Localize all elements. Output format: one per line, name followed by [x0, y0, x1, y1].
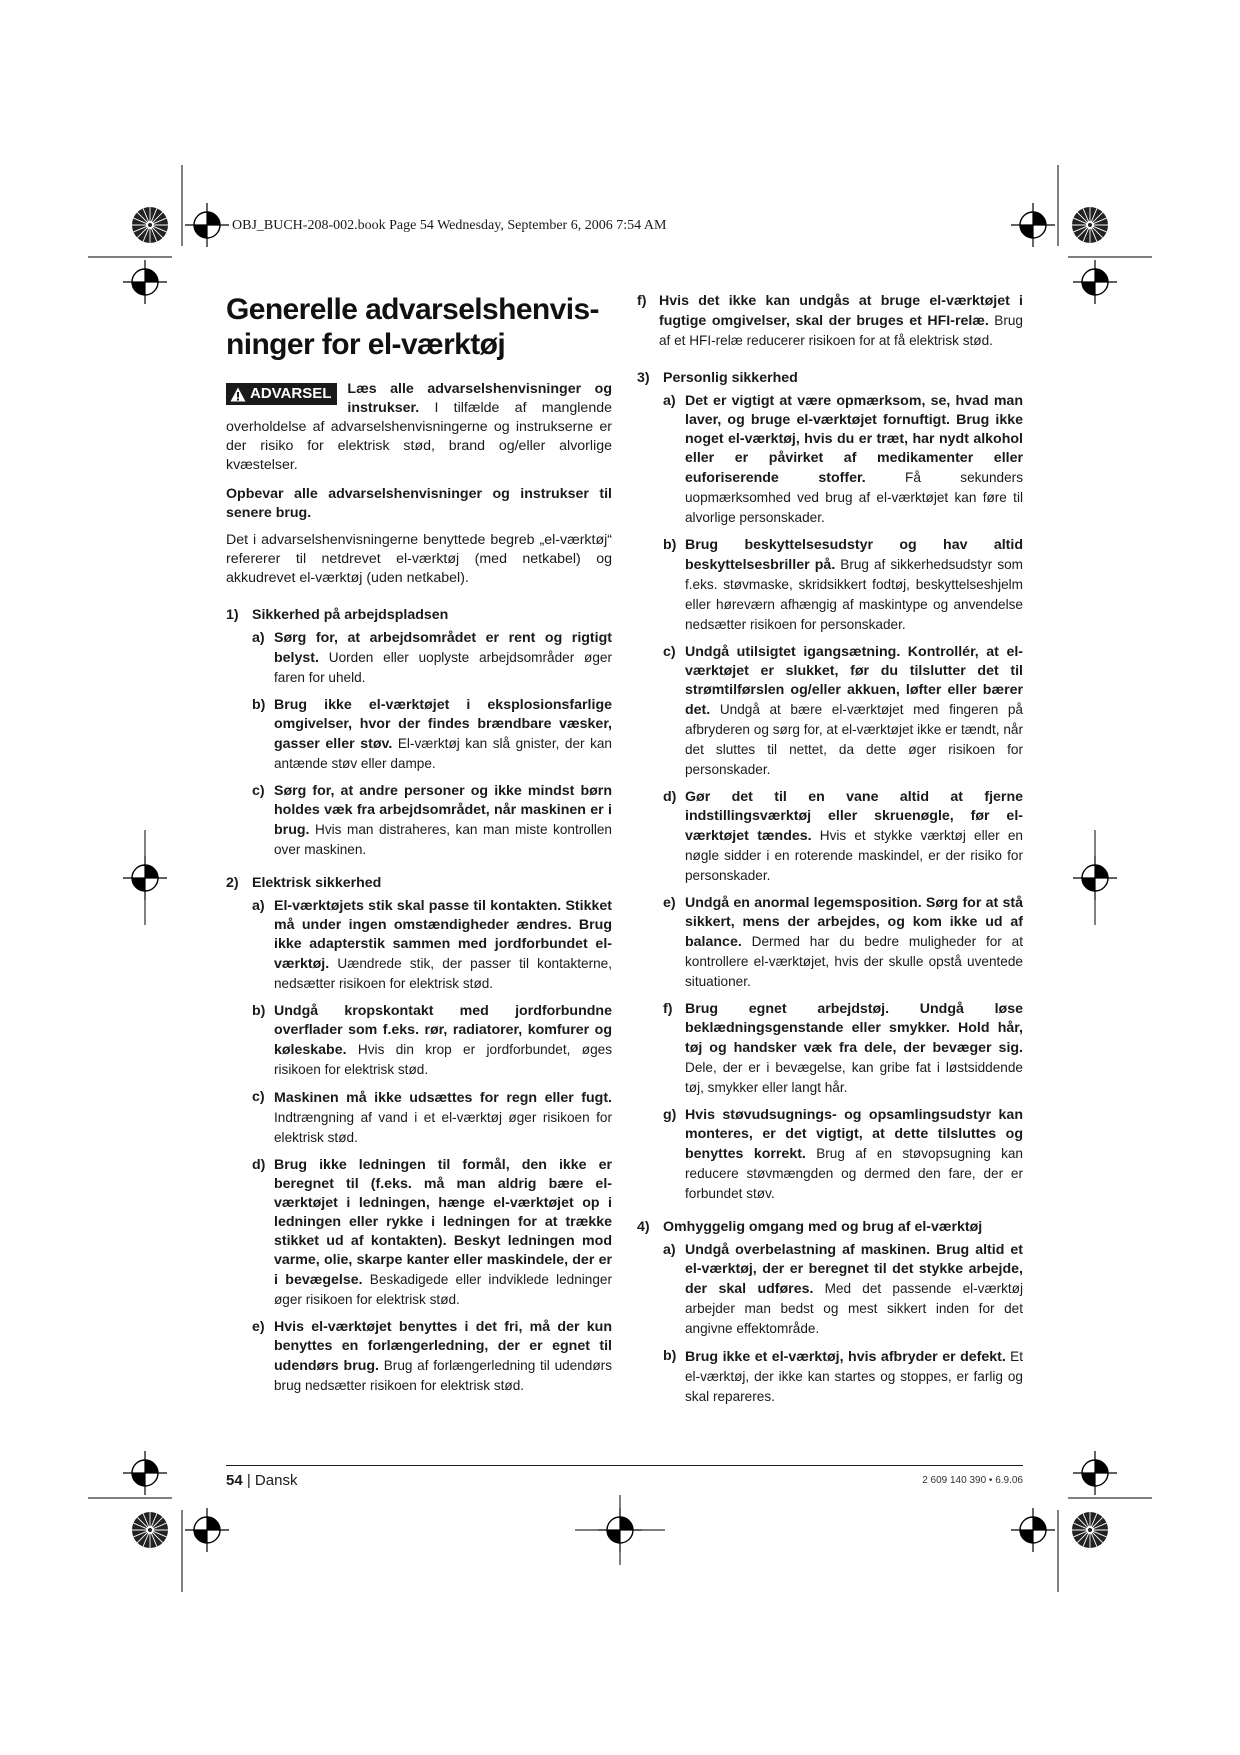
item-body: [685, 894, 1023, 992]
list-item: [663, 536, 1023, 635]
warning-badge-label: ADVARSEL: [250, 385, 332, 402]
list-item: [252, 1088, 612, 1148]
right-column: [637, 292, 1023, 1421]
item-body: [685, 536, 1023, 635]
item-rest: El-værktøj kan slå gnister, der kan antænde støv eller dampe.: [274, 736, 612, 771]
item-lead: Undgå kropskontakt med jordforbundne overflader som f.eks. rør, radiatorer, komfurer og køleskabe.: [274, 1003, 612, 1058]
item-body: [274, 1318, 612, 1396]
list-item: [252, 897, 612, 994]
item-letter: a): [252, 898, 265, 914]
item-body: [274, 1156, 612, 1310]
item-rest: Hvis man distraheres, kan man miste kontrollen over maskinen.: [274, 822, 612, 857]
item-body: [685, 1241, 1023, 1339]
item-lead: Hvis støvudsugnings- og opsamlingsudstyr kan monteres, er det vigtigt, at dette tilsluttes og benyttes korrekt.: [685, 1107, 1023, 1162]
item-letter: c): [252, 783, 265, 799]
item-body: [685, 1347, 1023, 1407]
definition-paragraph: Det i advarselshenvisningerne benyttede begreb „el-værktøj“ refererer til netdrevet el-værktøj (med netkabel) og akkudrevet el-værktøj (uden netkabel).: [226, 532, 612, 586]
item-lead: Gør det til en vane altid at fjerne indstillingsværktøj eller skruenøgle, før el-værktøjet tændes.: [685, 789, 1023, 844]
section: [226, 874, 612, 1396]
item-letter: g): [663, 1107, 677, 1123]
item-rest: Få sekunders uopmærksomhed ved brug af el-værktøjet kan føre til alvorlige personskader.: [685, 470, 1023, 525]
section: [226, 606, 612, 860]
item-body: [274, 629, 612, 688]
warning-block: [226, 380, 612, 475]
list-item: [663, 392, 1023, 528]
item-body: [274, 1088, 612, 1148]
item-body: [274, 696, 612, 774]
footer-language: Dansk: [254, 1472, 298, 1489]
footer-page-label: [226, 1472, 297, 1489]
item-lead: Sørg for, at andre personer og ikke mindst børn holdes væk fra arbejdsområdet, når maskinen er i brug.: [274, 783, 612, 838]
section-title: Omhyggelig omgang med og brug af el-værktøj: [663, 1219, 983, 1235]
item-body: [685, 392, 1023, 528]
footer-separator: |: [242, 1472, 255, 1489]
list-item: [663, 1347, 1023, 1407]
section-heading: [226, 606, 612, 625]
keep-instructions: Opbevar alle advarselshenvisninger og instrukser til senere brug.: [226, 486, 612, 521]
item-lead: Maskinen må ikke udsættes for regn eller fugt.: [274, 1090, 612, 1106]
item-letter: b): [663, 1348, 677, 1364]
item-body: [274, 782, 612, 860]
list-item: [637, 292, 1023, 351]
list-item: [663, 788, 1023, 886]
section-number: 4): [637, 1219, 650, 1235]
item-lead: Undgå overbelastning af maskinen. Brug altid et el-værktøj, der er beregnet til det stykke arbejde, der skal udføres.: [685, 1242, 1023, 1297]
section-number: 3): [637, 370, 650, 386]
item-lead: Det er vigtigt at være opmærksom, se, hvad man laver, og bruge el-værktøjet fornuftigt. Brug ikke noget el-værktøj, hvis du er træt, har nydt alkohol eller er påvirket af medikamenter eller euforiserende stoffer.: [685, 393, 1023, 486]
item-lead: Brug beskyttelsesudstyr og hav altid beskyttelsesbriller på.: [685, 537, 1023, 573]
list-item: [663, 1106, 1023, 1204]
item-lead: Hvis det ikke kan undgås at bruge el-værktøjet i fugtige omgivelser, skal der bruges et HFI-relæ.: [659, 293, 1023, 329]
item-letter: b): [252, 1003, 266, 1019]
item-body: [685, 788, 1023, 886]
right-sections: [637, 369, 1023, 1407]
page-title-line1: Generelle advarselshenvis-: [226, 293, 599, 326]
item-rest: Brug af forlængerledning til udendørs brug nedsætter risikoen for elektrisk stød.: [274, 1358, 612, 1393]
item-rest: Brug af en støvopsugning kan reducere støvmængden og dermed den fare, der er forbundet støv.: [685, 1146, 1023, 1201]
list-item: [252, 782, 612, 860]
item-rest: Undgå at bære el-værktøjet med fingeren på afbryderen og sørg for, at el-værktøjet ikke er tændt, når det sluttes til nettet, da dette øger risikoen for personskader.: [685, 702, 1023, 777]
section-title: Sikkerhed på arbejdspladsen: [252, 607, 449, 623]
left-sections: [226, 606, 612, 1396]
print-info-header: OBJ_BUCH-208-002.book Page 54 Wednesday, September 6, 2006 7:54 AM: [232, 218, 667, 233]
item-lead: Undgå utilsigtet igangsætning. Kontrollér, at el-værktøjet er slukket, før du tilslutter det til strømtilførslen og/eller akkuen, løfter eller bærer det.: [685, 644, 1023, 718]
list-item: [663, 1000, 1023, 1098]
item-rest: Et el-værktøj, der ikke kan startes og stoppes, er farlig og skal repareres.: [685, 1349, 1023, 1404]
list-item: [252, 1002, 612, 1080]
warning-rest: I tilfælde af manglende overholdelse af advarselshenvisningerne og instrukserne er der risiko for elektrisk stød, brand og/eller alvorlige kvæstelser.: [226, 400, 612, 473]
item-letter: b): [252, 697, 266, 713]
list-item: [252, 696, 612, 774]
item-rest: Beskadigede eller indviklede ledninger øger risikoen for elektrisk stød.: [274, 1272, 612, 1307]
item-letter: c): [663, 644, 676, 660]
warning-badge: [226, 383, 337, 405]
list-item: [663, 643, 1023, 780]
item-body: [685, 1000, 1023, 1098]
item-letter: e): [663, 895, 676, 911]
item-body: [685, 643, 1023, 780]
item-letter: f): [663, 1001, 673, 1017]
section-heading: [637, 1218, 1023, 1237]
item-rest: Brug af sikkerhedsudstyr som f.eks. støvmaske, skridsikkert fodtøj, beskyttelseshjelm eller høreværn afhængig af maskintype og anvendelse nedsætter risikoen for personskader.: [685, 557, 1024, 632]
item-body: [659, 292, 1023, 351]
item-lead: Brug ikke el-værktøjet i eksplosionsfarlige omgivelser, hvor der findes brændbare væsker, gasser eller støv.: [274, 697, 612, 752]
item-lead: El-værktøjets stik skal passe til kontakten. Stikket må under ingen omstændigheder ændres. Brug ikke adapterstik sammen med jordforbundet el-værktøj.: [274, 898, 612, 972]
item-rest: Med det passende el-værktøj arbejder man bedst og mest sikkert inden for det angivne effektområde.: [685, 1281, 1023, 1336]
item-letter: c): [252, 1089, 265, 1105]
item-rest: Uorden eller uoplyste arbejdsområder øger faren for uheld.: [274, 650, 612, 685]
item-letter: a): [663, 393, 676, 409]
page-number: 54: [226, 1472, 243, 1489]
item-letter: a): [663, 1242, 676, 1258]
page-title: [226, 292, 612, 362]
section: [637, 1218, 1023, 1407]
section-heading: [226, 874, 612, 893]
section: [637, 369, 1023, 1204]
list-item: [252, 1156, 612, 1310]
item-letter: d): [663, 789, 677, 805]
list-item: [252, 1318, 612, 1396]
item-rest: Indtrængning af vand i et el-værktøj øger risikoen for elektrisk stød.: [274, 1110, 612, 1145]
item-letter: e): [252, 1319, 265, 1335]
item-lead: Undgå en anormal legemsposition. Sørg for at stå sikkert, mens der arbejdes, og kom ikke ud af balance.: [685, 895, 1023, 950]
section-number: 2): [226, 875, 239, 891]
list-item: [663, 894, 1023, 992]
left-column: [226, 292, 612, 1410]
section-number: 1): [226, 607, 239, 623]
item-rest: Dele, der er i bevægelse, kan gribe fat i løstsiddende tøj, smykker eller langt hår.: [685, 1060, 1023, 1095]
item-body: [685, 1106, 1023, 1204]
item-rest: Dermed har du bedre muligheder for at kontrollere el-værktøjet, hvis der skulle opstå uventede situationer.: [685, 934, 1023, 989]
section-title: Personlig sikkerhed: [663, 370, 798, 386]
page-title-line2: ninger for el-værktøj: [226, 328, 506, 361]
item-lead: Sørg for, at arbejdsområdet er rent og rigtigt belyst.: [274, 630, 612, 666]
warning-triangle-icon: [230, 387, 246, 402]
item-rest: Hvis din krop er jordforbundet, øges risikoen for elektrisk stød.: [274, 1042, 612, 1077]
item-letter: f): [637, 293, 647, 309]
item-rest: Hvis et stykke værktøj eller en nøgle sidder i en roterende maskindel, er der risiko for personskader.: [685, 828, 1023, 883]
item-lead: Brug egnet arbejdstøj. Undgå løse beklædningsgenstande eller smykker. Hold hår, tøj og handsker væk fra dele, der bevæger sig.: [685, 1001, 1023, 1056]
item-rest: Uændrede stik, der passer til kontakterne, nedsætter risikoen for elektrisk stød.: [274, 956, 612, 991]
item-letter: d): [252, 1157, 266, 1173]
section-heading: [637, 369, 1023, 388]
item-rest: Brug af et HFI-relæ reducerer risikoen for at få elektrisk stød.: [659, 313, 1023, 348]
item-letter: a): [252, 630, 265, 646]
item-lead: Hvis el-værktøjet benyttes i det fri, må der kun benyttes en forlængerledning, der er egnet til udendørs brug.: [274, 1319, 612, 1374]
item-lead: Brug ikke ledningen til formål, den ikke er beregnet til (f.eks. må man aldrig bære el-værktøjet i ledningen, hænge el-værktøjet op i ledningen eller rykke i ledningen for at trække stikket ud af kontakten). Beskyt ledningen mod varme, olie, skarpe kanter eller maskindele, der er i bevægelse.: [274, 1157, 612, 1288]
footer-doc-code: 2 609 140 390 • 6.9.06: [922, 1475, 1023, 1486]
item-body: [274, 897, 612, 994]
item-body: [274, 1002, 612, 1080]
section-title: Elektrisk sikkerhed: [252, 875, 382, 891]
footer-rule: [226, 1465, 1023, 1466]
list-item: [663, 1241, 1023, 1339]
item-lead: Brug ikke et el-værktøj, hvis afbryder er defekt.: [685, 1349, 1006, 1365]
item-letter: b): [663, 537, 677, 553]
warning-lead: Læs alle advarselshenvisninger og instrukser.: [347, 381, 612, 416]
list-item: [252, 629, 612, 688]
